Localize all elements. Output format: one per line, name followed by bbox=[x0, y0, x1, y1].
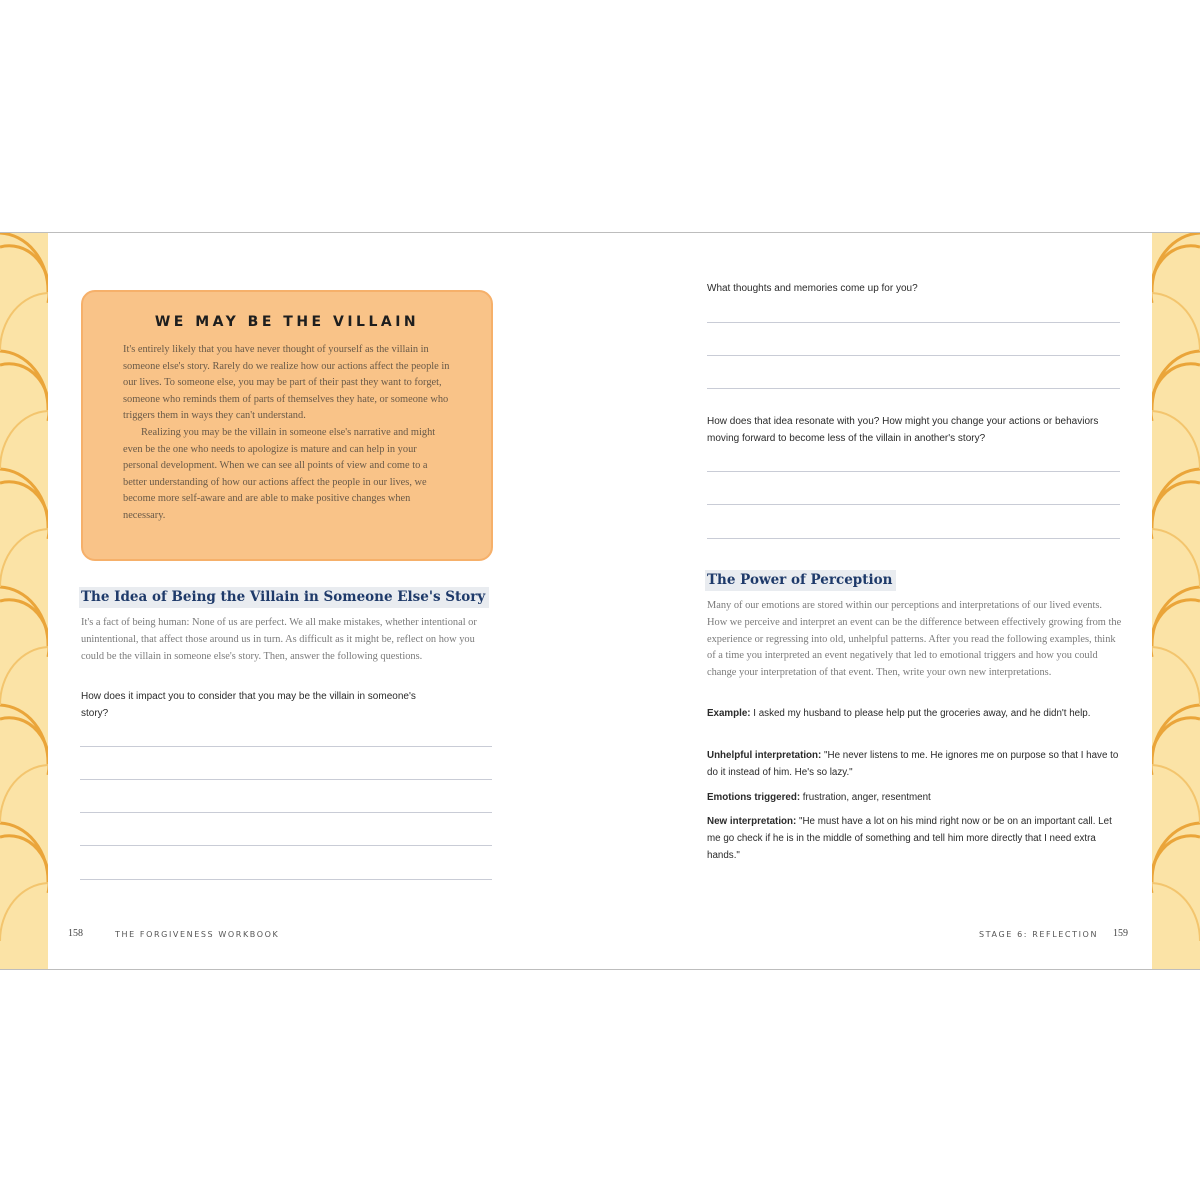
running-head-left: THE FORGIVENESS WORKBOOK bbox=[115, 930, 280, 939]
right-page bbox=[600, 233, 1152, 970]
unhelpful-interpretation bbox=[707, 748, 1119, 782]
answer-line[interactable] bbox=[80, 779, 492, 780]
emotions-text: frustration, anger, resentment bbox=[800, 792, 931, 803]
unhelpful-text: "He never listens to me. He ignores me on purpose so that I have to do it instead of him. He's so lazy." bbox=[707, 750, 1119, 778]
resonate-question: How does that idea resonate with you? How might you change your actions or behaviors moving forward to become less of the villain in another's story? bbox=[707, 416, 1099, 444]
example-statement bbox=[707, 706, 1119, 723]
section-heading-perception: The Power of Perception bbox=[705, 570, 896, 591]
book-spread bbox=[0, 232, 1200, 970]
new-interpretation bbox=[707, 814, 1119, 864]
thoughts-question: What thoughts and memories come up for you? bbox=[707, 283, 918, 294]
running-head-right: STAGE 6: REFLECTION bbox=[979, 930, 1099, 939]
unhelpful-label: Unhelpful interpretation: bbox=[707, 750, 822, 761]
villain-intro-text: It's a fact of being human: None of us are perfect. We all make mistakes, whether intentional or unintentional, that affect those around us in turn. As difficult as it might be, reflect on how you could be the villain in someone else's story. Then, answer the following questions. bbox=[81, 617, 477, 662]
emotions-triggered bbox=[707, 790, 1119, 807]
villain-callout-box bbox=[81, 290, 493, 561]
callout-title: WE MAY BE THE VILLAIN bbox=[154, 314, 420, 330]
callout-paragraph-2: Realizing you may be the villain in someone else's narrative and might even be the one who needs to apologize is mature and can help in your personal development. When we can see all points of view and come to a better understanding of how our actions affect the people in our lives, we become more self-aware and are able to make positive changes when necessary. bbox=[123, 426, 436, 521]
right-pattern-border bbox=[1152, 233, 1200, 970]
answer-line[interactable] bbox=[80, 879, 492, 880]
answer-line[interactable] bbox=[707, 322, 1120, 323]
answer-line[interactable] bbox=[707, 538, 1120, 539]
left-page bbox=[48, 233, 600, 970]
example-label: Example: bbox=[707, 708, 751, 719]
example-text: I asked my husband to please help put the groceries away, and he didn't help. bbox=[750, 708, 1091, 719]
answer-line[interactable] bbox=[80, 746, 492, 747]
answer-line[interactable] bbox=[80, 845, 492, 846]
answer-line[interactable] bbox=[707, 355, 1120, 356]
left-pattern-border bbox=[0, 233, 48, 970]
page-number-right: 159 bbox=[1113, 928, 1128, 939]
new-text: "He must have a lot on his mind right now or be on an important call. Let me go check if he is in the middle of something and tell him more directly that I need extra hands." bbox=[707, 816, 1112, 861]
callout-paragraph-1: It's entirely likely that you have never thought of yourself as the villain in someone else's story. Rarely do we realize how our actions affect the people in our lives. To someone else, you may be part of their past they want to forget, someone who reminds them of parts of themselves they hate, or someone who triggers them in ways they can't understand. bbox=[123, 344, 450, 422]
new-label: New interpretation: bbox=[707, 816, 797, 827]
answer-line[interactable] bbox=[707, 471, 1120, 472]
section-heading-villain: The Idea of Being the Villain in Someone Else's Story bbox=[79, 587, 489, 608]
emotions-label: Emotions triggered: bbox=[707, 792, 801, 803]
answer-line[interactable] bbox=[80, 812, 492, 813]
page-number-left: 158 bbox=[68, 928, 83, 939]
answer-line[interactable] bbox=[707, 388, 1120, 389]
villain-question: How does it impact you to consider that you may be the villain in someone's story? bbox=[81, 691, 416, 719]
perception-intro-text: Many of our emotions are stored within our perceptions and interpretations of our lived events. How we perceive and interpret an event can be the difference between effectively growing from the experience or regressing into old, unhelpful patterns. After you read the following examples, think of a time you interpreted an event negatively that led to emotional triggers and how you could change your interpretation of that event. Then, write your own new interpretations. bbox=[707, 600, 1122, 679]
answer-line[interactable] bbox=[707, 504, 1120, 505]
